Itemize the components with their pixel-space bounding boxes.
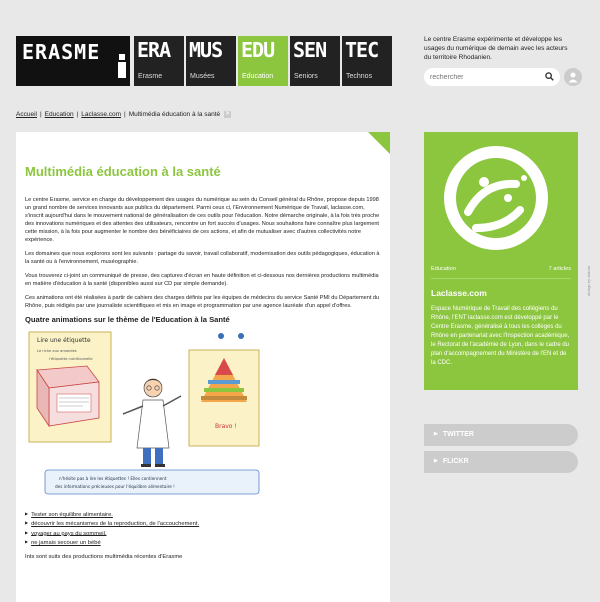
- breadcrumb-home[interactable]: Accueil: [16, 111, 37, 119]
- nav-tile-code: TEC: [345, 38, 379, 62]
- illustration-image: [25, 330, 265, 498]
- animation-link[interactable]: voyager au pays du sommeil.: [31, 530, 107, 537]
- breadcrumb-current: Multimédia éducation à la santé: [128, 111, 221, 119]
- design-credit: design by dakota: [586, 265, 591, 296]
- twitter-button[interactable]: [424, 424, 578, 446]
- flickr-button[interactable]: [424, 451, 578, 473]
- page-title: Multimédia éducation à la santé: [25, 164, 221, 179]
- nav-tile-label: Technos: [346, 73, 373, 80]
- nav-tile-code: SEN: [293, 38, 327, 62]
- list-item: [25, 529, 381, 538]
- article: [16, 132, 390, 602]
- article-footnote: Ints sont suits des productions multimédia récentes d'Erasme: [25, 554, 183, 561]
- nav-tile-code: ERA: [137, 38, 171, 62]
- article-paragraph: Les domaines que nous explorons sont les suivants : partage du savoir, travail collaboratif, modernisation des outils pédagogiques, éducation à la santé ou à l'environnement, muséographie.: [25, 251, 380, 265]
- nav-tile-seniors[interactable]: [290, 36, 340, 86]
- laclasse-logo-icon: [424, 132, 578, 262]
- twitter-label: TWITTER: [442, 431, 474, 438]
- label-line-1: Le riche aux amandes: [37, 349, 77, 353]
- breadcrumb-education[interactable]: Education: [44, 111, 74, 119]
- nav-tile-label: Education: [242, 73, 274, 80]
- play-arrow-icon: ▶: [434, 458, 438, 465]
- nav-tile-label: Seniors: [294, 73, 318, 80]
- flickr-label: FLICKR: [442, 458, 469, 465]
- article-body: [25, 196, 381, 561]
- nav-tile-technos[interactable]: [342, 36, 392, 86]
- animation-link[interactable]: Tester son équilibre alimentaire.: [31, 511, 113, 518]
- animation-link[interactable]: découvrir les mécanismes de la reproduction, de l'accouchement.: [31, 521, 200, 528]
- close-icon[interactable]: ✕: [225, 111, 231, 117]
- site-tagline: Le centre Erasme expérimente et développe les usages du numérique de demain avec les acteurs du territoire Rhodanien.: [424, 36, 568, 61]
- article-paragraph: Ces animations ont été réalisées à partir de cahiers des charges définis par les équipes de médecins du service Santé PMI du Département du Rhône, puis rédigés par une journaliste scientifiques et mis en image et programmation par une agence lauréate d'un appel d'offres.: [25, 295, 380, 309]
- list-item: [25, 538, 381, 547]
- play-arrow-icon: ▶: [434, 431, 438, 438]
- category-panel[interactable]: [424, 132, 578, 390]
- logo-figure-icon: [118, 54, 126, 82]
- caption-line-1: n'hésite pas à lire les étiquettes ! Elles contiennent: [59, 476, 167, 481]
- nutrition-illustration: [25, 330, 265, 498]
- caption-line-2: des informations précieuses pour l'équilibre alimentaire !: [55, 484, 175, 489]
- panel-description: Espace Numérique de Travail des collégiens du Rhône, l'ENT laclasse.com est développé par le Centre Erasme, généralisé à tous les collèges du Rhône en partenariat avec l'Inspection académique, le Rectorat de l'académie de Lyon, dans le cadre du plan d'accompagnement du Ministère de l'EN et de la CDC.: [431, 306, 570, 366]
- user-icon: [567, 71, 579, 83]
- breadcrumb-laclasse[interactable]: Laclasse.com: [81, 111, 122, 119]
- animation-link[interactable]: ne jamais secouer un bébé: [31, 539, 101, 546]
- search-icon[interactable]: [545, 72, 554, 81]
- nav-tile-musees[interactable]: [186, 36, 236, 86]
- article-count: 7 articles: [548, 266, 571, 272]
- article-paragraph: Vous trouverez ci-joint un communiqué de presse, des captures d'écran en haute définition et ci-dessous nos dernières productions multimédia en matière d'éducation à la santé (disponibles aussi sur CD par simple demande).: [25, 273, 379, 287]
- search-input[interactable]: [430, 71, 540, 83]
- section-heading: Quatre animations sur le thème de l'Education à la Santé: [25, 315, 230, 324]
- erasme-logo[interactable]: [16, 36, 130, 86]
- bravo-text: Bravo !: [215, 423, 237, 430]
- nav-tile-education[interactable]: [238, 36, 288, 86]
- nav-tile-code: MUS: [189, 38, 223, 62]
- logo-text: ERASME: [22, 40, 101, 64]
- corner-accent: [368, 132, 390, 154]
- user-button[interactable]: [564, 68, 582, 86]
- label-line-2: l'étiquette nutritionnelle: [49, 357, 93, 361]
- board-title: Lire une étiquette: [37, 337, 91, 344]
- article-paragraph: Le centre Erasme, service en charge du développement des usages du numérique au sein du Conseil général du Rhône, propose depuis 1998 un grand nombre de services innovants aux publics du département. Parmi ceux ci, l'Environnement Numérique de Travail, laclasse.com, s'inscrit aujourd'hui dans le mouvement national de généralisation de ces outils pour l'éducation. Notre démarche originale, à la fois très proche des innovations numériques et des attentes des utilisateurs, rencontre un fort succès d'usages. Nous souhaitons faire connaître plus largement cette mission, à la fois pour augmenter le nombre des bénéficiaires de ces actions, et afin de mutualiser avec d'autres collectivités notre expérience.: [25, 197, 380, 243]
- animation-link-list: [25, 510, 381, 547]
- nav-tile-label: Erasme: [138, 73, 163, 80]
- nav-tile-erasme[interactable]: [134, 36, 184, 86]
- nav-tile-code: EDU: [241, 38, 275, 62]
- search-box: [424, 68, 560, 86]
- list-item: [25, 519, 381, 528]
- breadcrumb: Accueil | Education | Laclasse.com | Multimédia éducation à la santé ✕: [16, 111, 231, 119]
- panel-category: Education: [431, 266, 456, 272]
- panel-meta: [431, 266, 571, 272]
- list-item: [25, 510, 381, 519]
- panel-title[interactable]: Laclasse.com: [431, 288, 487, 298]
- nav-tile-label: Musées: [190, 73, 215, 80]
- panel-divider: [431, 278, 571, 279]
